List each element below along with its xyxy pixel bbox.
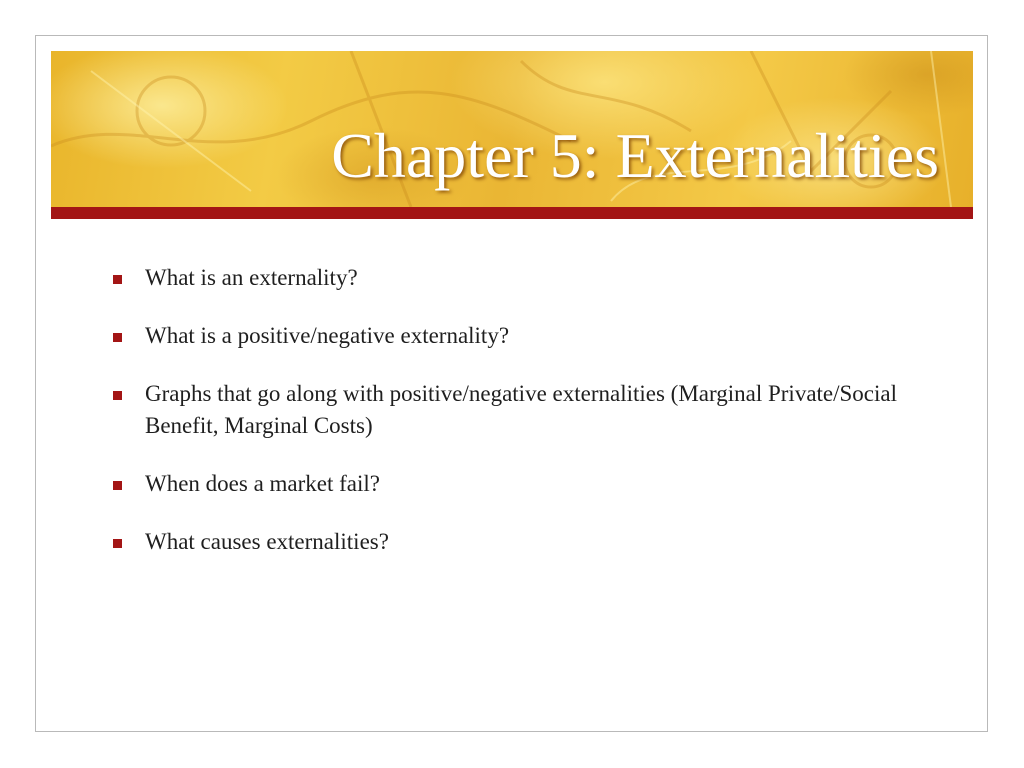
bullet-text: Graphs that go along with positive/negative externalities (Marginal Private/Social Benefit, Marginal Costs) — [145, 381, 898, 438]
bullet-text: When does a market fail? — [145, 471, 380, 496]
bullet-text: What is a positive/negative externality? — [145, 323, 510, 348]
bullet-item — [113, 262, 933, 294]
bullet-marker — [113, 481, 122, 490]
bullet-text: What is an externality? — [145, 265, 358, 290]
bullet-marker — [113, 333, 122, 342]
bullet-item — [113, 526, 933, 558]
bullet-item — [113, 468, 933, 500]
bullet-item — [113, 378, 933, 442]
bullet-text: What causes externalities? — [145, 529, 389, 554]
title-banner — [51, 51, 973, 207]
bullet-list — [113, 262, 933, 584]
title-rule — [51, 207, 973, 219]
bullet-marker — [113, 391, 122, 400]
slide-title: Chapter 5: Externalities — [331, 120, 939, 191]
bullet-marker — [113, 275, 122, 284]
bullet-item — [113, 320, 933, 352]
bullet-marker — [113, 539, 122, 548]
